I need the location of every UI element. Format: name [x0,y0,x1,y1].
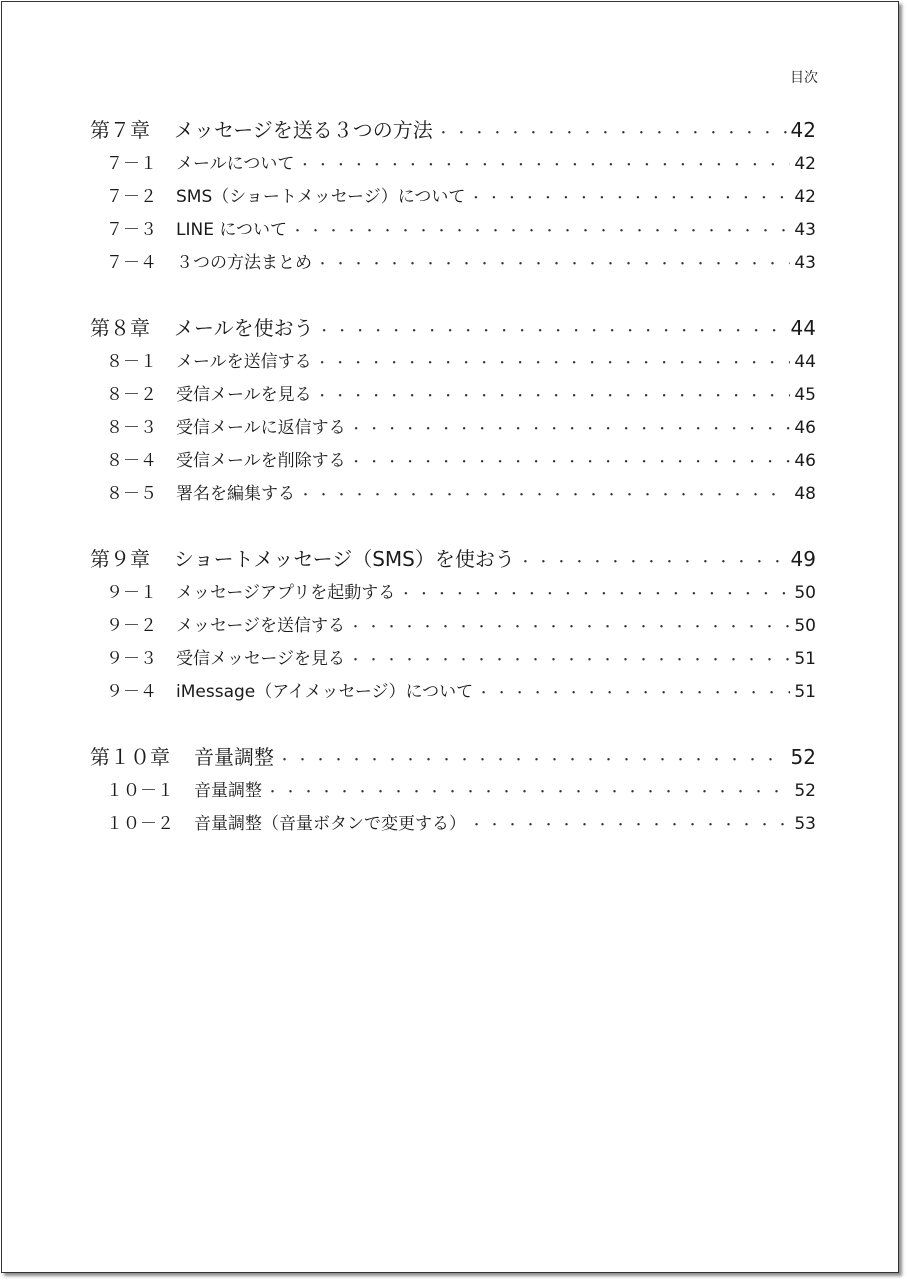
page-number: 51 [794,682,816,702]
section-number: ７－１ [106,154,157,174]
page-number: 42 [794,187,816,207]
dot-leader [349,611,790,644]
section-title: 受信メールを削除する [176,451,346,471]
dot-leader [316,248,790,281]
chapter-9 [90,541,816,709]
dot-leader [350,446,791,479]
page-number: 42 [790,118,816,142]
page-header: 目次 [790,70,818,86]
toc-section-row[interactable] [90,148,816,181]
toc-section-row[interactable] [90,775,816,808]
section-number: ９－２ [106,616,157,636]
dot-leader [316,347,791,380]
dot-leader [349,644,790,677]
section-number: ８－１ [106,352,157,372]
section-number: ８－５ [106,484,157,504]
page-number: 48 [794,484,816,504]
section-title: LINE について [176,220,288,240]
section-title: メッセージアプリを起動する [176,583,396,603]
page-number: 49 [790,547,816,571]
dot-leader [291,215,790,248]
dot-leader [519,545,787,581]
section-title: iMessage（アイメッセージ）について [176,682,474,702]
section-title: 受信メールを見る [176,385,312,405]
chapter-number: 第８章 [90,316,150,340]
toc-chapter-row[interactable] [90,310,816,346]
dot-leader [437,116,787,152]
chapter-number: 第７章 [90,118,150,142]
section-number: ７－４ [106,253,157,273]
page-number: 53 [794,814,816,834]
section-title: 受信メールに返信する [176,418,346,438]
dot-leader [470,809,790,842]
section-number: ７－３ [106,220,157,240]
section-number: ９－１ [106,583,157,603]
section-number: ９－３ [106,649,157,669]
toc-section-row[interactable] [90,610,816,643]
page-number: 50 [794,616,816,636]
table-of-contents [90,112,816,871]
toc-section-row[interactable] [90,379,816,412]
section-number: ８－３ [106,418,157,438]
toc-chapter-row[interactable] [90,739,816,775]
section-title: メールを送信する [176,352,312,372]
section-number: １０－２ [106,814,174,834]
document-page [1,1,899,1273]
toc-section-row[interactable] [90,808,816,841]
dot-leader [477,677,790,710]
dot-leader [298,149,790,182]
section-number: ８－４ [106,451,157,471]
page-number: 50 [794,583,816,603]
section-number: １０－１ [106,781,174,801]
page-number: 46 [794,451,816,471]
toc-chapter-row[interactable] [90,112,816,148]
dot-leader [469,182,790,215]
section-title: SMS（ショートメッセージ）について [176,187,466,207]
section-title: メッセージを送信する [176,616,345,636]
section-title: 受信メッセージを見る [176,649,345,669]
section-title: 音量調整 [194,781,262,801]
section-title: ３つの方法まとめ [176,253,312,273]
section-title: メールについて [176,154,295,174]
page-number: 42 [794,154,816,174]
chapter-7 [90,112,816,280]
section-number: ９－４ [106,682,157,702]
toc-section-row[interactable] [90,478,816,511]
chapter-8 [90,310,816,511]
toc-section-row[interactable] [90,643,816,676]
dot-leader [399,578,790,611]
page-number: 45 [794,385,816,405]
chapter-10 [90,739,816,841]
section-number: ７－２ [106,187,157,207]
toc-chapter-row[interactable] [90,541,816,577]
page-number: 51 [794,649,816,669]
toc-section-row[interactable] [90,346,816,379]
chapter-number: 第９章 [90,547,150,571]
chapter-title: 音量調整 [194,745,274,769]
toc-section-row[interactable] [90,247,816,280]
chapter-number: 第１０章 [90,745,170,769]
page-number: 43 [794,253,816,273]
section-number: ８－２ [106,385,157,405]
dot-leader [350,413,791,446]
page-number: 44 [794,352,816,372]
chapter-title: ショートメッセージ（SMS）を使おう [174,547,515,571]
dot-leader [278,743,787,779]
toc-section-row[interactable] [90,214,816,247]
dot-leader [318,314,787,350]
section-title: 署名を編集する [176,484,295,504]
dot-leader [299,479,790,512]
toc-section-row[interactable] [90,577,816,610]
page-number: 43 [794,220,816,240]
page-number: 44 [790,316,816,340]
toc-section-row[interactable] [90,412,816,445]
toc-section-row[interactable] [90,445,816,478]
chapter-title: メールを使おう [174,316,314,340]
page-number: 46 [794,418,816,438]
page-number: 52 [794,781,816,801]
toc-section-row[interactable] [90,181,816,214]
toc-section-row[interactable] [90,676,816,709]
dot-leader [316,380,791,413]
section-title: 音量調整（音量ボタンで変更する） [194,814,466,834]
dot-leader [266,776,790,809]
chapter-title: メッセージを送る３つの方法 [174,118,433,142]
page-number: 52 [790,745,816,769]
